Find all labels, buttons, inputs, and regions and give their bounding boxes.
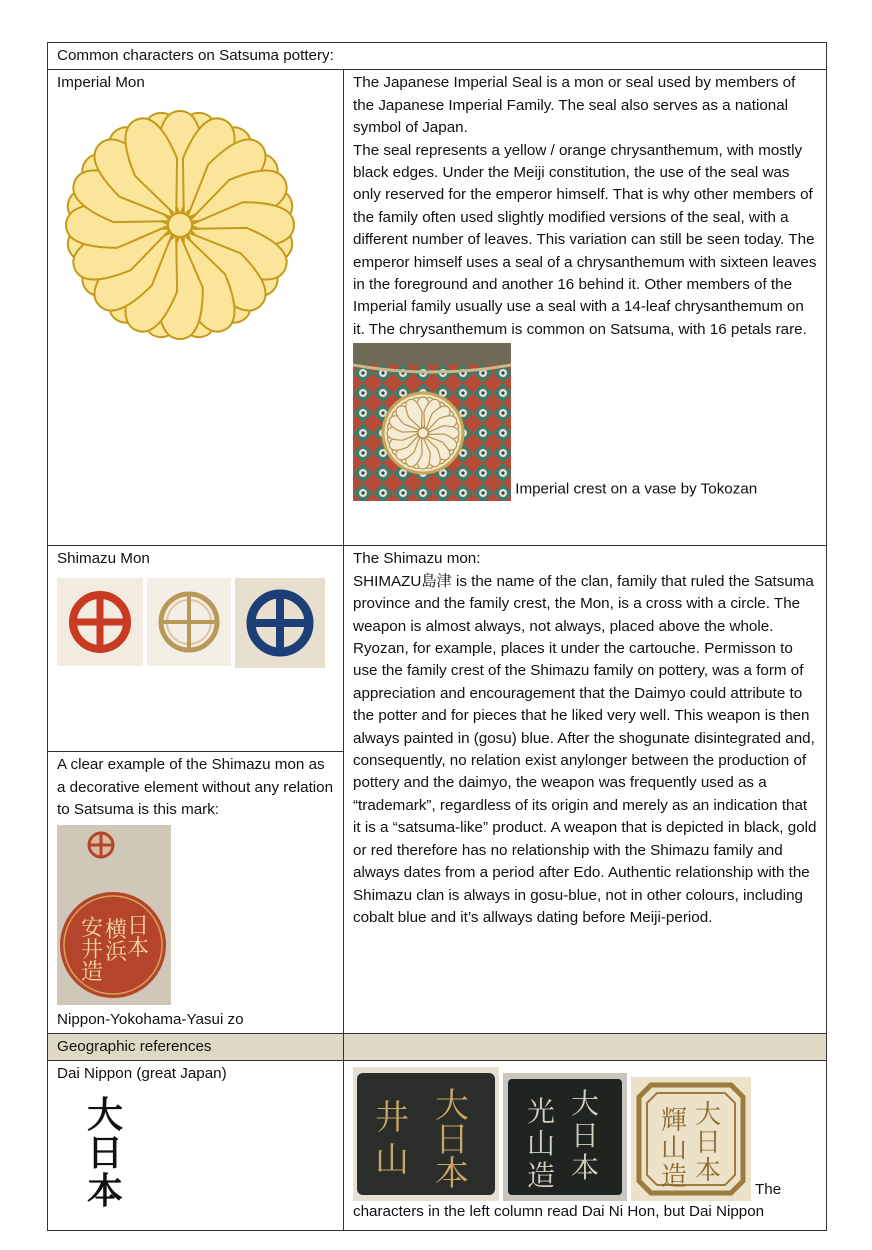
shimazu-mon-red-icon: [57, 578, 143, 666]
geographic-row: [48, 1034, 827, 1061]
dai-nippon-text-line: characters in the left column read Dai Ni Hon, but Dai Nippon: [353, 1203, 765, 1221]
ni-char: 日: [87, 1131, 124, 1174]
mark3-char-5: 山: [661, 1134, 688, 1165]
mark1-char-4: 井: [375, 1098, 409, 1139]
table-header: Common characters on Satsuma pottery:: [48, 43, 827, 70]
mark3-char-1: 大: [695, 1100, 722, 1131]
dai-nippon-row: [48, 1061, 827, 1231]
imperial-paragraph-2: The seal represents a yellow / orange chrysanthemum, with mostly black edges. Under the Meiji constitution, the use of the seal was only reserved for the emperor himself. That is why other members of the family often used slightly modified versions of the seal, with a different number of leaves. This variation can still be seen today. The emperor himself uses a seal of a chrysanthemum with sixteen leaves in the foreground and another 16 behind it. Other members of the Imperial family usually use a seal with a 14-leaf chrysanthemum on it. The chrysanthemum is common on Satsuma, with 16 petals rare.: [353, 141, 817, 338]
geographic-empty-cell: [344, 1034, 827, 1061]
mark3-char-3: 本: [695, 1156, 722, 1187]
dai-nippon-cell: [48, 1061, 344, 1231]
mark-char-3: 横: [105, 917, 128, 943]
mark2-char-1: 大: [571, 1087, 600, 1121]
imperial-paragraph-1: The Japanese Imperial Seal is a mon or seal used by members of the Japanese Imperial Family. The seal also serves as a national symbol of Japan.: [353, 74, 796, 137]
dai-nippon-mark-2-photo: [503, 1073, 627, 1201]
shimazu-mon-gold-icon: [147, 578, 231, 666]
imperial-mon-cell: [48, 70, 344, 546]
mark2-char-4: 光: [527, 1095, 556, 1129]
mark-char-2: 本: [127, 935, 150, 961]
dai-char: 大: [87, 1093, 124, 1136]
mark1-char-1: 大: [435, 1086, 469, 1127]
shimazu-mon-row: [48, 546, 827, 752]
mark3-char-2: 日: [695, 1128, 722, 1159]
dai-nippon-label: Dai Nippon (great Japan): [57, 1065, 227, 1083]
shimazu-mon-description: [344, 546, 827, 1034]
imperial-mon-row: [48, 70, 827, 546]
dai-nippon-marks-cell: [344, 1061, 827, 1231]
shimazu-example-cell: [48, 752, 344, 1034]
shimazu-body: [353, 571, 818, 930]
mark1-char-3: 本: [435, 1154, 469, 1195]
chrysanthemum-seal-icon: [60, 105, 300, 345]
table-header-row: [48, 43, 827, 70]
shimazu-mon-cell: [48, 546, 344, 752]
shimazu-kanji: SHIMAZU島津: [353, 572, 452, 590]
mark2-char-3: 本: [571, 1151, 600, 1185]
imperial-crest-vase-photo: [353, 343, 511, 501]
mark2-char-2: 日: [571, 1119, 600, 1153]
dai-nippon-text-tail: The: [755, 1181, 782, 1199]
mark-char-4: 浜: [105, 939, 128, 965]
mark-char-7: 造: [81, 959, 104, 985]
mark-char-5: 安: [81, 915, 104, 941]
yokohama-yasui-mark-photo: [57, 825, 171, 1005]
chrysanthemum-center: [418, 428, 428, 438]
mark1-char-5: 山: [375, 1140, 409, 1181]
mark2-char-5: 山: [527, 1127, 556, 1161]
mark3-char-6: 造: [661, 1162, 688, 1193]
shimazu-body-text: is the name of the clan, family that ruled the Satsuma province and the family crest, the Mon, is a cross with a circle. The weapon is almost always, not always, placed above the whole. Ryozan, for example, places it under the cartouche. Permisson to use the family crest of the Shimazu family on pottery, was a form of appreciation and encouragement that the Daimyo could attribute to the potter and for pieces that he liked very well. This weapon is then always painted in (gosu) blue. After the shogunate disintegrated and, consequently, no relation exist anylonger between the production of pottery and the daimyo, the weapon was frequently used as a “trademark”, regardless of its origin and merely as an indication that it is a “satsuma-like” product. A weapon that is depicted in black, gold or red therefore has no relationship with the Shimazu family and always dates from a period after Edo. Authentic relationship with the Shimazu clan is always in gosu-blue, not in other colours, including cobalt blue and it’s allways dating before Meiji-period.: [353, 572, 817, 926]
mark2-char-6: 造: [527, 1159, 556, 1193]
dai-nippon-mark-1-photo: [353, 1067, 499, 1201]
hon-char: 本: [87, 1169, 124, 1212]
dai-nippon-mark-3-photo: [631, 1077, 751, 1201]
shimazu-title: The Shimazu mon:: [353, 550, 481, 568]
imperial-crest-caption: Imperial crest on a vase by Tokozan: [515, 480, 758, 498]
mark-char-6: 井: [81, 937, 104, 963]
shimazu-example-text: A clear example of the Shimazu mon as a decorative element without any relation to Satsuma is this mark:: [57, 756, 334, 819]
shimazu-mon-label: Shimazu Mon: [57, 550, 150, 568]
imperial-mon-description: [344, 70, 827, 546]
mark1-char-2: 日: [435, 1120, 469, 1161]
imperial-mon-label: Imperial Mon: [57, 74, 145, 92]
satsuma-characters-table: [47, 42, 827, 1231]
geographic-label: Geographic references: [48, 1034, 344, 1061]
chrysanthemum-center: [168, 213, 192, 237]
mark-char-1: 日: [127, 913, 150, 939]
yokohama-mark-caption: Nippon-Yokohama-Yasui zo: [57, 1010, 244, 1028]
mark3-char-4: 輝: [661, 1106, 688, 1137]
shimazu-mon-blue-icon: [235, 578, 325, 668]
